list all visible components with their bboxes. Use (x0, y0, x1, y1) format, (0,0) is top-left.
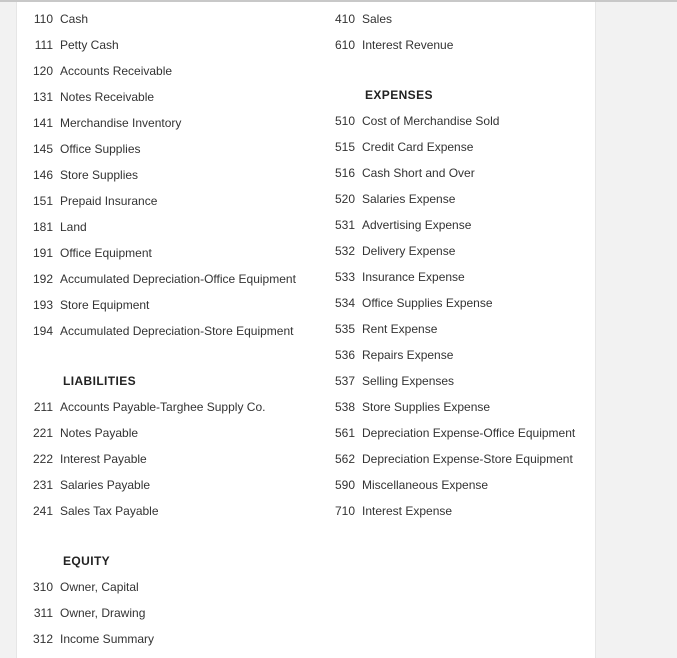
account-name: Office Supplies Expense (362, 296, 493, 310)
account-number: 538 (334, 400, 355, 414)
account-name: Office Supplies (60, 142, 141, 156)
account-number: 311 (33, 606, 53, 620)
account-name: Accounts Payable-Targhee Supply Co. (60, 400, 266, 414)
account-name: Owner, Drawing (60, 606, 146, 620)
account-number: 222 (32, 452, 53, 466)
account-name: Miscellaneous Expense (362, 478, 489, 492)
account-number: 192 (32, 272, 53, 286)
account-number: 193 (32, 298, 53, 312)
account-number: 194 (32, 324, 53, 338)
account-number: 520 (334, 192, 355, 206)
account-number: 131 (32, 90, 53, 104)
account-number: 516 (334, 166, 355, 180)
account-name: Income Summary (60, 632, 155, 646)
account-number: 590 (334, 478, 355, 492)
account-number: 231 (32, 478, 53, 492)
account-name: Land (60, 220, 87, 234)
account-name: Credit Card Expense (362, 140, 474, 154)
account-number: 241 (32, 504, 53, 518)
account-name: Merchandise Inventory (60, 116, 182, 130)
account-name: Store Supplies Expense (362, 400, 491, 414)
account-number: 111 (34, 38, 53, 52)
account-name: Rent Expense (362, 322, 438, 336)
account-name: Accounts Receivable (60, 64, 173, 78)
account-name: Petty Cash (60, 38, 119, 52)
account-number: 537 (334, 374, 355, 388)
account-number: 312 (32, 632, 53, 646)
account-number: 536 (334, 348, 355, 362)
account-name: Depreciation Expense-Store Equipment (362, 452, 573, 466)
account-name: Insurance Expense (362, 270, 465, 284)
account-name: Selling Expenses (362, 374, 455, 388)
account-name: Cost of Merchandise Sold (362, 114, 500, 128)
account-number: 151 (32, 194, 53, 208)
account-name: Cash Short and Over (362, 166, 475, 180)
account-name: Sales Tax Payable (60, 504, 159, 518)
account-name: Interest Revenue (362, 38, 454, 52)
account-name: Cash (60, 12, 89, 26)
account-name: Office Equipment (60, 246, 152, 260)
account-name: Delivery Expense (362, 244, 456, 258)
account-name: Store Supplies (60, 168, 139, 182)
account-name: Accumulated Depreciation-Store Equipment (60, 324, 294, 338)
account-number: 211 (33, 400, 53, 414)
account-number: 533 (334, 270, 355, 284)
equity-heading: EQUITY (63, 554, 111, 568)
account-number: 120 (32, 64, 53, 78)
account-number: 146 (32, 168, 53, 182)
account-number: 145 (32, 142, 53, 156)
account-name: Interest Expense (362, 504, 453, 518)
account-name: Advertising Expense (362, 218, 472, 232)
account-number: 562 (334, 452, 355, 466)
account-name: Prepaid Insurance (60, 194, 158, 208)
account-number: 610 (334, 38, 355, 52)
chart-of-accounts-panel (16, 2, 596, 658)
account-number: 110 (33, 12, 53, 26)
account-number: 310 (32, 580, 53, 594)
account-name: Salaries Expense (362, 192, 456, 206)
account-number: 532 (334, 244, 355, 258)
expenses-heading: EXPENSES (365, 88, 433, 102)
account-name: Notes Payable (60, 426, 139, 440)
account-name: Sales (362, 12, 393, 26)
account-name: Repairs Expense (362, 348, 454, 362)
account-number: 531 (334, 218, 355, 232)
account-name: Accumulated Depreciation-Office Equipment (60, 272, 296, 286)
account-number: 535 (334, 322, 355, 336)
account-name: Notes Receivable (60, 90, 155, 104)
account-name: Owner, Capital (60, 580, 139, 594)
account-number: 181 (32, 220, 53, 234)
account-number: 191 (32, 246, 53, 260)
account-number: 221 (32, 426, 53, 440)
account-name: Depreciation Expense-Office Equipment (362, 426, 576, 440)
account-number: 561 (334, 426, 355, 440)
account-name: Interest Payable (60, 452, 147, 466)
account-number: 710 (334, 504, 355, 518)
account-number: 410 (334, 12, 355, 26)
account-name: Store Equipment (60, 298, 150, 312)
account-number: 515 (334, 140, 355, 154)
account-number: 534 (334, 296, 355, 310)
account-name: Salaries Payable (60, 478, 151, 492)
liabilities-heading: LIABILITIES (63, 374, 137, 388)
account-number: 510 (334, 114, 355, 128)
account-number: 141 (32, 116, 53, 130)
